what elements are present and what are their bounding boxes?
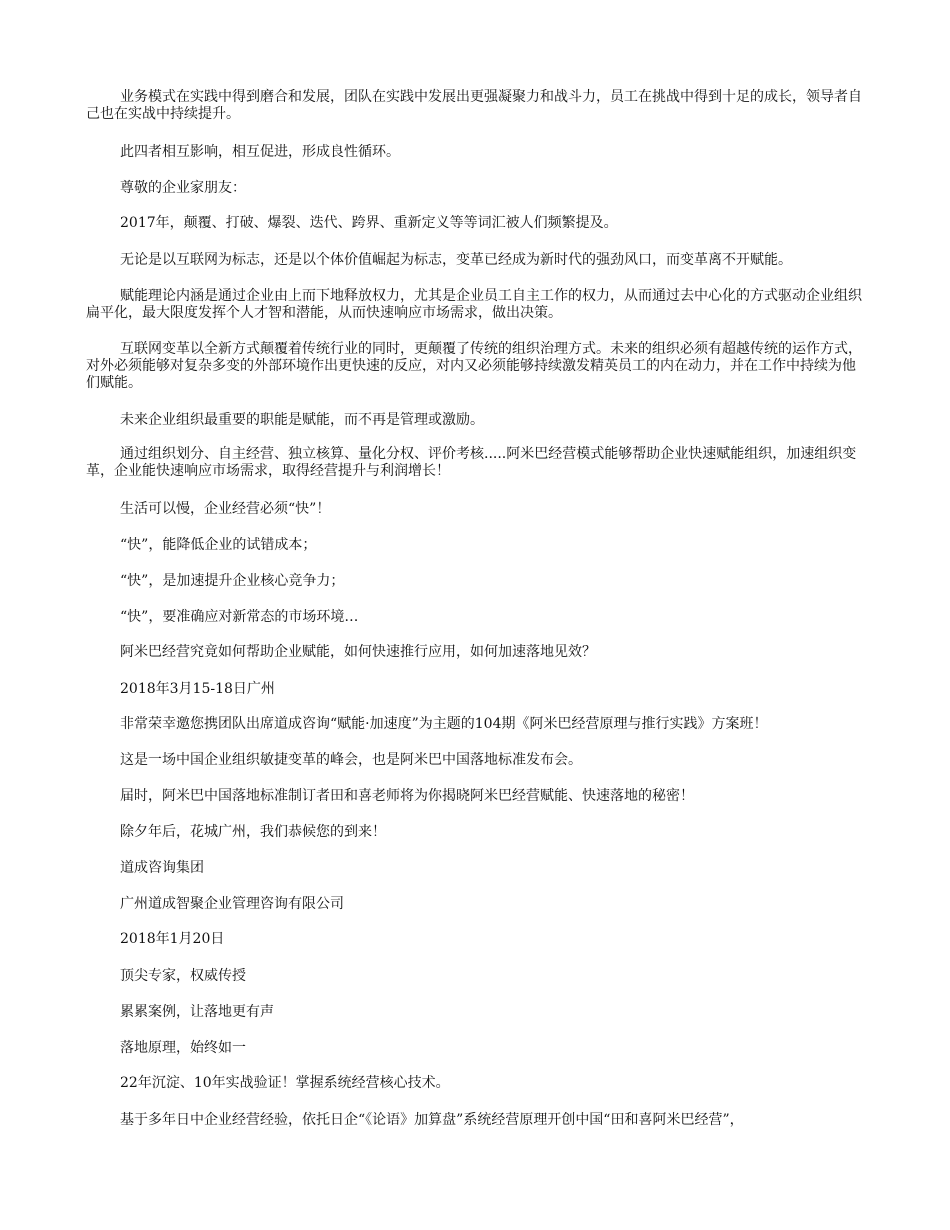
paragraph-invitation: 非常荣幸邀您携团队出席道成咨询“赋能·加速度”为主题的104期《阿米巴经营原理与推行实践》方案班！ [120, 716, 768, 732]
paragraph-amoeba-method: 通过组织划分、自主经营、独立核算、量化分权、评价考核.....阿米巴经营模式能够帮助企业快速赋能组织，加速组织变革，企业能快速响应市场需求，取得经营提升与利润增长！ [86, 446, 857, 479]
paragraph-must-be-fast: 生活可以慢，企业经营必须“快”！ [120, 501, 331, 517]
paragraph-letter-date: 2018年1月20日 [120, 931, 225, 947]
paragraph-core-function: 未来企业组织最重要的职能是赋能，而不再是管理或激励。 [120, 412, 484, 428]
paragraph-change-empowerment: 无论是以互联网为标志，还是以个体价值崛起为标志，变革已经成为新时代的强劲风口，而变革离不开赋能。 [120, 252, 792, 268]
paragraph-2017-keywords: 2017年，颠覆、打破、爆裂、迭代、跨界、重新定义等等词汇被人们频繁提及。 [120, 215, 618, 231]
paragraph-fast-market: “快”，要准确应对新常态的市场环境… [120, 609, 359, 625]
paragraph-fast-cost: “快”，能降低企业的试错成本； [120, 537, 317, 553]
paragraph-fast-competitiveness: “快”，是加速提升企业核心竞争力； [120, 573, 345, 589]
paragraph-internet-change: 互联网变革以全新方式颠覆着传统行业的同时，更颠覆了传统的组织治理方式。未来的组织必须有超越传统的运作方式，对外必须能够对复杂多变的外部环境作出更快速的反应，对内又必须能够持续激发精英员工的内在动力，并在工作中持续为他们赋能。 [86, 341, 862, 391]
paragraph-salutation: 尊敬的企业家朋友： [120, 180, 246, 196]
paragraph-practice-growth: 业务模式在实践中得到磨合和发展，团队在实践中发展出更强凝聚力和战斗力，员工在挑战中得到十足的成长，领导者自己也在实战中持续提升。 [86, 89, 862, 122]
paragraph-cases: 累累案例，让落地更有声 [120, 1004, 274, 1020]
paragraph-question: 阿米巴经营究竟如何帮助企业赋能，如何快速推行应用，如何加速落地见效？ [120, 644, 596, 660]
paragraph-summit: 这是一场中国企业组织敏捷变革的峰会，也是阿米巴中国落地标准发布会。 [120, 752, 582, 768]
paragraph-top-experts: 顶尖专家，权威传授 [120, 968, 246, 984]
paragraph-speaker: 届时，阿米巴中国落地标准制订者田和喜老师将为你揭晓阿米巴经营赋能、快速落地的秘密！ [120, 788, 694, 804]
paragraph-principle: 落地原理，始终如一 [120, 1040, 246, 1056]
paragraph-experience-basis: 基于多年日中企业经营经验，依托日企“《论语》加算盘”系统经营原理开创中国“田和喜阿米巴经营”， [120, 1112, 744, 1128]
paragraph-event-date: 2018年3月15-18日广州 [120, 681, 275, 697]
paragraph-22-years: 22年沉淀、10年实战验证！掌握系统经营核心技术。 [120, 1075, 450, 1091]
paragraph-company-name: 广州道成智聚企业管理咨询有限公司 [120, 896, 344, 912]
paragraph-virtuous-cycle: 此四者相互影响，相互促进，形成良性循环。 [120, 144, 400, 160]
paragraph-welcome: 除夕年后，花城广州，我们恭候您的到来！ [120, 824, 386, 840]
paragraph-group-name: 道成咨询集团 [120, 860, 204, 876]
paragraph-empowerment-theory: 赋能理论内涵是通过企业由上而下地释放权力，尤其是企业员工自主工作的权力，从而通过去中心化的方式驱动企业组织扁平化，最大限度发挥个人才智和潜能，从而快速响应市场需求，做出决策。 [86, 288, 862, 321]
